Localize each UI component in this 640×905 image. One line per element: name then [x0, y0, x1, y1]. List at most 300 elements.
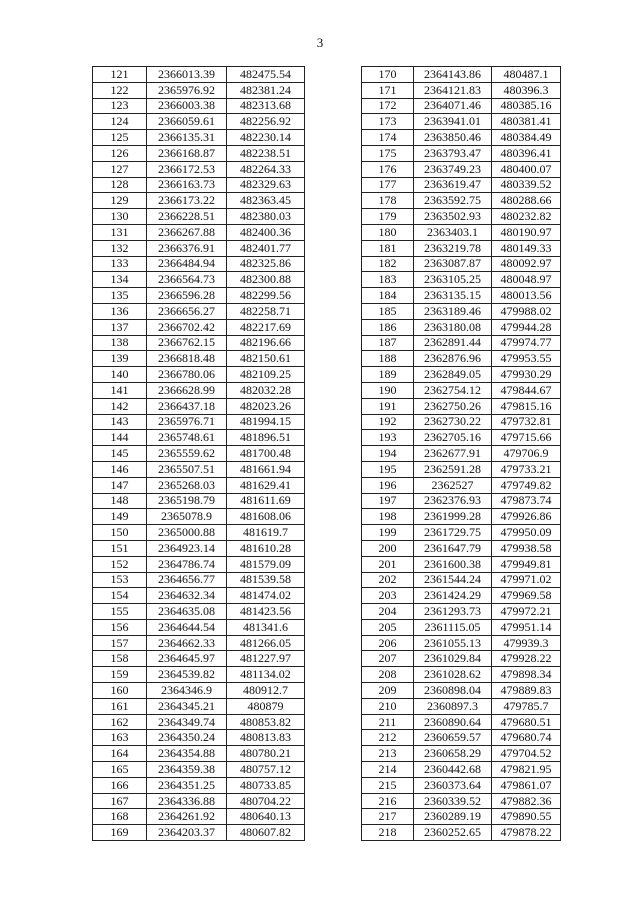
point-number-cell: 158	[93, 651, 147, 667]
x-coordinate-cell: 2363941.01	[414, 114, 492, 130]
y-coordinate-cell: 479938.58	[492, 540, 561, 556]
y-coordinate-cell: 480232.82	[492, 209, 561, 225]
y-coordinate-cell: 482150.61	[227, 351, 305, 367]
y-coordinate-cell: 480704.22	[227, 793, 305, 809]
x-coordinate-cell: 2366376.91	[147, 240, 227, 256]
point-number-cell: 154	[93, 588, 147, 604]
x-coordinate-cell: 2362849.05	[414, 367, 492, 383]
point-number-cell: 148	[93, 493, 147, 509]
x-coordinate-cell: 2366059.61	[147, 114, 227, 130]
x-coordinate-cell: 2362750.26	[414, 398, 492, 414]
x-coordinate-cell: 2365507.51	[147, 461, 227, 477]
point-number-cell: 157	[93, 635, 147, 651]
x-coordinate-cell: 2366780.06	[147, 367, 227, 383]
table-row	[362, 667, 561, 683]
table-row	[362, 193, 561, 209]
x-coordinate-cell: 2364203.37	[147, 825, 227, 841]
point-number-cell: 178	[362, 193, 414, 209]
x-coordinate-cell: 2360897.3	[414, 698, 492, 714]
table-row	[362, 825, 561, 841]
point-number-cell: 121	[93, 67, 147, 83]
x-coordinate-cell: 2361115.05	[414, 619, 492, 635]
y-coordinate-cell: 480149.33	[492, 240, 561, 256]
point-number-cell: 208	[362, 667, 414, 683]
point-number-cell: 201	[362, 556, 414, 572]
point-number-cell: 199	[362, 525, 414, 541]
point-number-cell: 165	[93, 762, 147, 778]
table-row	[93, 540, 305, 556]
table-row	[93, 272, 305, 288]
x-coordinate-cell: 2363189.46	[414, 303, 492, 319]
table-row	[93, 145, 305, 161]
point-number-cell: 132	[93, 240, 147, 256]
point-number-cell: 177	[362, 177, 414, 193]
x-coordinate-cell: 2361055.13	[414, 635, 492, 651]
y-coordinate-cell: 479844.67	[492, 382, 561, 398]
y-coordinate-cell: 482329.63	[227, 177, 305, 193]
table-row	[93, 509, 305, 525]
point-number-cell: 122	[93, 82, 147, 98]
point-number-cell: 129	[93, 193, 147, 209]
x-coordinate-cell: 2363219.78	[414, 240, 492, 256]
y-coordinate-cell: 479861.07	[492, 777, 561, 793]
x-coordinate-cell: 2364632.34	[147, 588, 227, 604]
table-row	[362, 556, 561, 572]
x-coordinate-cell: 2364345.21	[147, 698, 227, 714]
table-row	[93, 240, 305, 256]
x-coordinate-cell: 2366173.22	[147, 193, 227, 209]
x-coordinate-cell: 2364786.74	[147, 556, 227, 572]
x-coordinate-cell: 2364662.33	[147, 635, 227, 651]
point-number-cell: 151	[93, 540, 147, 556]
y-coordinate-cell: 479944.28	[492, 319, 561, 335]
point-number-cell: 146	[93, 461, 147, 477]
x-coordinate-cell: 2366168.87	[147, 145, 227, 161]
table-row	[362, 619, 561, 635]
table-row	[93, 667, 305, 683]
y-coordinate-cell: 482230.14	[227, 130, 305, 146]
y-coordinate-cell: 479732.81	[492, 414, 561, 430]
point-number-cell: 161	[93, 698, 147, 714]
y-coordinate-cell: 482256.92	[227, 114, 305, 130]
y-coordinate-cell: 481629.41	[227, 477, 305, 493]
y-coordinate-cell: 479878.22	[492, 825, 561, 841]
x-coordinate-cell: 2361600.38	[414, 556, 492, 572]
y-coordinate-cell: 479706.9	[492, 446, 561, 462]
point-number-cell: 189	[362, 367, 414, 383]
y-coordinate-cell: 482032.28	[227, 382, 305, 398]
table-row	[93, 382, 305, 398]
y-coordinate-cell: 481227.97	[227, 651, 305, 667]
y-coordinate-cell: 480396.3	[492, 82, 561, 98]
y-coordinate-cell: 479988.02	[492, 303, 561, 319]
table-row	[93, 319, 305, 335]
y-coordinate-cell: 482475.54	[227, 67, 305, 83]
point-number-cell: 203	[362, 588, 414, 604]
table-row	[93, 619, 305, 635]
y-coordinate-cell: 482299.56	[227, 288, 305, 304]
x-coordinate-cell: 2366228.51	[147, 209, 227, 225]
y-coordinate-cell: 479890.55	[492, 809, 561, 825]
point-number-cell: 207	[362, 651, 414, 667]
y-coordinate-cell: 481610.28	[227, 540, 305, 556]
table-row	[93, 67, 305, 83]
table-row	[93, 572, 305, 588]
table-row	[362, 161, 561, 177]
x-coordinate-cell: 2364121.83	[414, 82, 492, 98]
x-coordinate-cell: 2366702.42	[147, 319, 227, 335]
x-coordinate-cell: 2363180.08	[414, 319, 492, 335]
table-row	[93, 193, 305, 209]
y-coordinate-cell: 479949.81	[492, 556, 561, 572]
y-coordinate-cell: 480339.52	[492, 177, 561, 193]
x-coordinate-cell: 2362591.28	[414, 461, 492, 477]
y-coordinate-cell: 481608.06	[227, 509, 305, 525]
point-number-cell: 124	[93, 114, 147, 130]
table-row	[362, 777, 561, 793]
point-number-cell: 173	[362, 114, 414, 130]
point-number-cell: 145	[93, 446, 147, 462]
point-number-cell: 127	[93, 161, 147, 177]
table-row	[362, 793, 561, 809]
x-coordinate-cell: 2364143.86	[414, 67, 492, 83]
x-coordinate-cell: 2363619.47	[414, 177, 492, 193]
x-coordinate-cell: 2366172.53	[147, 161, 227, 177]
table-row	[362, 509, 561, 525]
x-coordinate-cell: 2364261.92	[147, 809, 227, 825]
table-row	[93, 604, 305, 620]
table-row	[362, 382, 561, 398]
y-coordinate-cell: 482313.68	[227, 98, 305, 114]
table-row	[93, 698, 305, 714]
x-coordinate-cell: 2364644.54	[147, 619, 227, 635]
table-row	[93, 130, 305, 146]
x-coordinate-cell: 2363135.15	[414, 288, 492, 304]
table-row	[362, 288, 561, 304]
y-coordinate-cell: 479951.14	[492, 619, 561, 635]
y-coordinate-cell: 479680.74	[492, 730, 561, 746]
y-coordinate-cell: 480813.83	[227, 730, 305, 746]
table-row	[362, 588, 561, 604]
table-row	[362, 635, 561, 651]
x-coordinate-cell: 2366818.48	[147, 351, 227, 367]
point-number-cell: 217	[362, 809, 414, 825]
point-number-cell: 182	[362, 256, 414, 272]
table-row	[93, 525, 305, 541]
y-coordinate-cell: 482238.51	[227, 145, 305, 161]
point-number-cell: 195	[362, 461, 414, 477]
table-row	[362, 461, 561, 477]
table-row	[362, 809, 561, 825]
x-coordinate-cell: 2364350.24	[147, 730, 227, 746]
y-coordinate-cell: 481579.09	[227, 556, 305, 572]
y-coordinate-cell: 480757.12	[227, 762, 305, 778]
point-number-cell: 179	[362, 209, 414, 225]
y-coordinate-cell: 481474.02	[227, 588, 305, 604]
table-row	[93, 588, 305, 604]
y-coordinate-cell: 479930.29	[492, 367, 561, 383]
y-coordinate-cell: 480487.1	[492, 67, 561, 83]
y-coordinate-cell: 482381.24	[227, 82, 305, 98]
y-coordinate-cell: 482217.69	[227, 319, 305, 335]
table-row	[362, 82, 561, 98]
x-coordinate-cell: 2364635.08	[147, 604, 227, 620]
table-row	[362, 98, 561, 114]
y-coordinate-cell: 480853.82	[227, 714, 305, 730]
point-number-cell: 130	[93, 209, 147, 225]
x-coordinate-cell: 2362677.91	[414, 446, 492, 462]
y-coordinate-cell: 479715.66	[492, 430, 561, 446]
y-coordinate-cell: 480013.56	[492, 288, 561, 304]
y-coordinate-cell: 479821.95	[492, 762, 561, 778]
point-number-cell: 187	[362, 335, 414, 351]
y-coordinate-cell: 479882.36	[492, 793, 561, 809]
y-coordinate-cell: 480381.41	[492, 114, 561, 130]
point-number-cell: 140	[93, 367, 147, 383]
x-coordinate-cell: 2365559.62	[147, 446, 227, 462]
x-coordinate-cell: 2366628.99	[147, 382, 227, 398]
table-row	[362, 730, 561, 746]
point-number-cell: 171	[362, 82, 414, 98]
point-number-cell: 185	[362, 303, 414, 319]
table-row	[93, 114, 305, 130]
y-coordinate-cell: 481134.02	[227, 667, 305, 683]
point-number-cell: 186	[362, 319, 414, 335]
point-number-cell: 139	[93, 351, 147, 367]
y-coordinate-cell: 480048.97	[492, 272, 561, 288]
point-number-cell: 143	[93, 414, 147, 430]
y-coordinate-cell: 479972.21	[492, 604, 561, 620]
table-row	[362, 240, 561, 256]
x-coordinate-cell: 2364346.9	[147, 683, 227, 699]
x-coordinate-cell: 2362754.12	[414, 382, 492, 398]
x-coordinate-cell: 2366596.28	[147, 288, 227, 304]
point-number-cell: 214	[362, 762, 414, 778]
table-row	[93, 177, 305, 193]
x-coordinate-cell: 2365748.61	[147, 430, 227, 446]
x-coordinate-cell: 2366163.73	[147, 177, 227, 193]
y-coordinate-cell: 482264.33	[227, 161, 305, 177]
table-row	[93, 398, 305, 414]
y-coordinate-cell: 479928.22	[492, 651, 561, 667]
table-row	[362, 493, 561, 509]
x-coordinate-cell: 2364354.88	[147, 746, 227, 762]
point-number-cell: 153	[93, 572, 147, 588]
point-number-cell: 176	[362, 161, 414, 177]
y-coordinate-cell: 482400.36	[227, 224, 305, 240]
table-row	[93, 288, 305, 304]
x-coordinate-cell: 2362705.16	[414, 430, 492, 446]
x-coordinate-cell: 2361293.73	[414, 604, 492, 620]
table-row	[93, 414, 305, 430]
x-coordinate-cell: 2360252.65	[414, 825, 492, 841]
y-coordinate-cell: 482401.77	[227, 240, 305, 256]
point-number-cell: 183	[362, 272, 414, 288]
point-number-cell: 193	[362, 430, 414, 446]
table-row	[362, 335, 561, 351]
point-number-cell: 197	[362, 493, 414, 509]
table-row	[362, 224, 561, 240]
table-row	[93, 746, 305, 762]
point-number-cell: 150	[93, 525, 147, 541]
y-coordinate-cell: 482023.26	[227, 398, 305, 414]
point-number-cell: 128	[93, 177, 147, 193]
y-coordinate-cell: 479785.7	[492, 698, 561, 714]
point-number-cell: 137	[93, 319, 147, 335]
y-coordinate-cell: 482196.66	[227, 335, 305, 351]
table-row	[93, 367, 305, 383]
y-coordinate-cell: 480190.97	[492, 224, 561, 240]
x-coordinate-cell: 2366013.39	[147, 67, 227, 83]
point-number-cell: 172	[362, 98, 414, 114]
x-coordinate-cell: 2361544.24	[414, 572, 492, 588]
table-row	[362, 477, 561, 493]
point-number-cell: 181	[362, 240, 414, 256]
table-row	[93, 209, 305, 225]
x-coordinate-cell: 2365198.79	[147, 493, 227, 509]
x-coordinate-cell: 2362376.93	[414, 493, 492, 509]
y-coordinate-cell: 479873.74	[492, 493, 561, 509]
table-row	[93, 303, 305, 319]
x-coordinate-cell: 2361647.79	[414, 540, 492, 556]
y-coordinate-cell: 479950.09	[492, 525, 561, 541]
y-coordinate-cell: 479969.58	[492, 588, 561, 604]
x-coordinate-cell: 2360658.29	[414, 746, 492, 762]
y-coordinate-cell: 481896.51	[227, 430, 305, 446]
x-coordinate-cell: 2366564.73	[147, 272, 227, 288]
x-coordinate-cell: 2360898.04	[414, 683, 492, 699]
table-row	[93, 335, 305, 351]
x-coordinate-cell: 2365000.88	[147, 525, 227, 541]
point-number-cell: 160	[93, 683, 147, 699]
table-row	[362, 367, 561, 383]
y-coordinate-cell: 479939.3	[492, 635, 561, 651]
y-coordinate-cell: 481619.7	[227, 525, 305, 541]
table-row	[93, 493, 305, 509]
table-row	[93, 683, 305, 699]
y-coordinate-cell: 481539.58	[227, 572, 305, 588]
point-number-cell: 175	[362, 145, 414, 161]
coordinates-table-right	[361, 66, 561, 841]
point-number-cell: 166	[93, 777, 147, 793]
x-coordinate-cell: 2360659.57	[414, 730, 492, 746]
x-coordinate-cell: 2364645.97	[147, 651, 227, 667]
table-row	[362, 430, 561, 446]
table-row	[362, 446, 561, 462]
x-coordinate-cell: 2363850.46	[414, 130, 492, 146]
y-coordinate-cell: 479704.52	[492, 746, 561, 762]
y-coordinate-cell: 481661.94	[227, 461, 305, 477]
y-coordinate-cell: 480912.7	[227, 683, 305, 699]
table-row	[93, 730, 305, 746]
y-coordinate-cell: 481341.6	[227, 619, 305, 635]
point-number-cell: 209	[362, 683, 414, 699]
point-number-cell: 204	[362, 604, 414, 620]
y-coordinate-cell: 481994.15	[227, 414, 305, 430]
y-coordinate-cell: 479953.55	[492, 351, 561, 367]
table-row	[362, 256, 561, 272]
table-row	[362, 651, 561, 667]
table-row	[93, 793, 305, 809]
table-row	[362, 114, 561, 130]
y-coordinate-cell: 479971.02	[492, 572, 561, 588]
y-coordinate-cell: 480400.07	[492, 161, 561, 177]
table-row	[93, 161, 305, 177]
x-coordinate-cell: 2363793.47	[414, 145, 492, 161]
x-coordinate-cell: 2361028.62	[414, 667, 492, 683]
y-coordinate-cell: 480733.85	[227, 777, 305, 793]
y-coordinate-cell: 480780.21	[227, 746, 305, 762]
table-row	[93, 98, 305, 114]
point-number-cell: 212	[362, 730, 414, 746]
point-number-cell: 169	[93, 825, 147, 841]
x-coordinate-cell: 2366656.27	[147, 303, 227, 319]
table-row	[93, 777, 305, 793]
point-number-cell: 168	[93, 809, 147, 825]
y-coordinate-cell: 480640.13	[227, 809, 305, 825]
x-coordinate-cell: 2363749.23	[414, 161, 492, 177]
x-coordinate-cell: 2360890.64	[414, 714, 492, 730]
x-coordinate-cell: 2362730.22	[414, 414, 492, 430]
y-coordinate-cell: 481611.69	[227, 493, 305, 509]
point-number-cell: 156	[93, 619, 147, 635]
x-coordinate-cell: 2365268.03	[147, 477, 227, 493]
table-row	[93, 351, 305, 367]
table-row	[93, 556, 305, 572]
table-row	[362, 746, 561, 762]
y-coordinate-cell: 480879	[227, 698, 305, 714]
x-coordinate-cell: 2364539.82	[147, 667, 227, 683]
x-coordinate-cell: 2361029.84	[414, 651, 492, 667]
table-row	[93, 256, 305, 272]
point-number-cell: 188	[362, 351, 414, 367]
x-coordinate-cell: 2364071.46	[414, 98, 492, 114]
point-number-cell: 202	[362, 572, 414, 588]
y-coordinate-cell: 482300.88	[227, 272, 305, 288]
point-number-cell: 170	[362, 67, 414, 83]
x-coordinate-cell: 2364349.74	[147, 714, 227, 730]
point-number-cell: 149	[93, 509, 147, 525]
y-coordinate-cell: 479889.83	[492, 683, 561, 699]
x-coordinate-cell: 2360289.19	[414, 809, 492, 825]
table-row	[362, 572, 561, 588]
y-coordinate-cell: 480385.16	[492, 98, 561, 114]
x-coordinate-cell: 2360442.68	[414, 762, 492, 778]
y-coordinate-cell: 479898.34	[492, 667, 561, 683]
y-coordinate-cell: 482325.86	[227, 256, 305, 272]
x-coordinate-cell: 2366762.15	[147, 335, 227, 351]
point-number-cell: 135	[93, 288, 147, 304]
point-number-cell: 138	[93, 335, 147, 351]
point-number-cell: 133	[93, 256, 147, 272]
x-coordinate-cell: 2366267.88	[147, 224, 227, 240]
table-row	[362, 762, 561, 778]
table-row	[93, 762, 305, 778]
point-number-cell: 191	[362, 398, 414, 414]
x-coordinate-cell: 2364351.25	[147, 777, 227, 793]
table-row	[93, 825, 305, 841]
table-row	[93, 224, 305, 240]
y-coordinate-cell: 480092.97	[492, 256, 561, 272]
y-coordinate-cell: 482109.25	[227, 367, 305, 383]
point-number-cell: 192	[362, 414, 414, 430]
point-number-cell: 211	[362, 714, 414, 730]
table-row	[93, 809, 305, 825]
y-coordinate-cell: 479680.51	[492, 714, 561, 730]
table-row	[362, 177, 561, 193]
table-row	[362, 540, 561, 556]
point-number-cell: 142	[93, 398, 147, 414]
